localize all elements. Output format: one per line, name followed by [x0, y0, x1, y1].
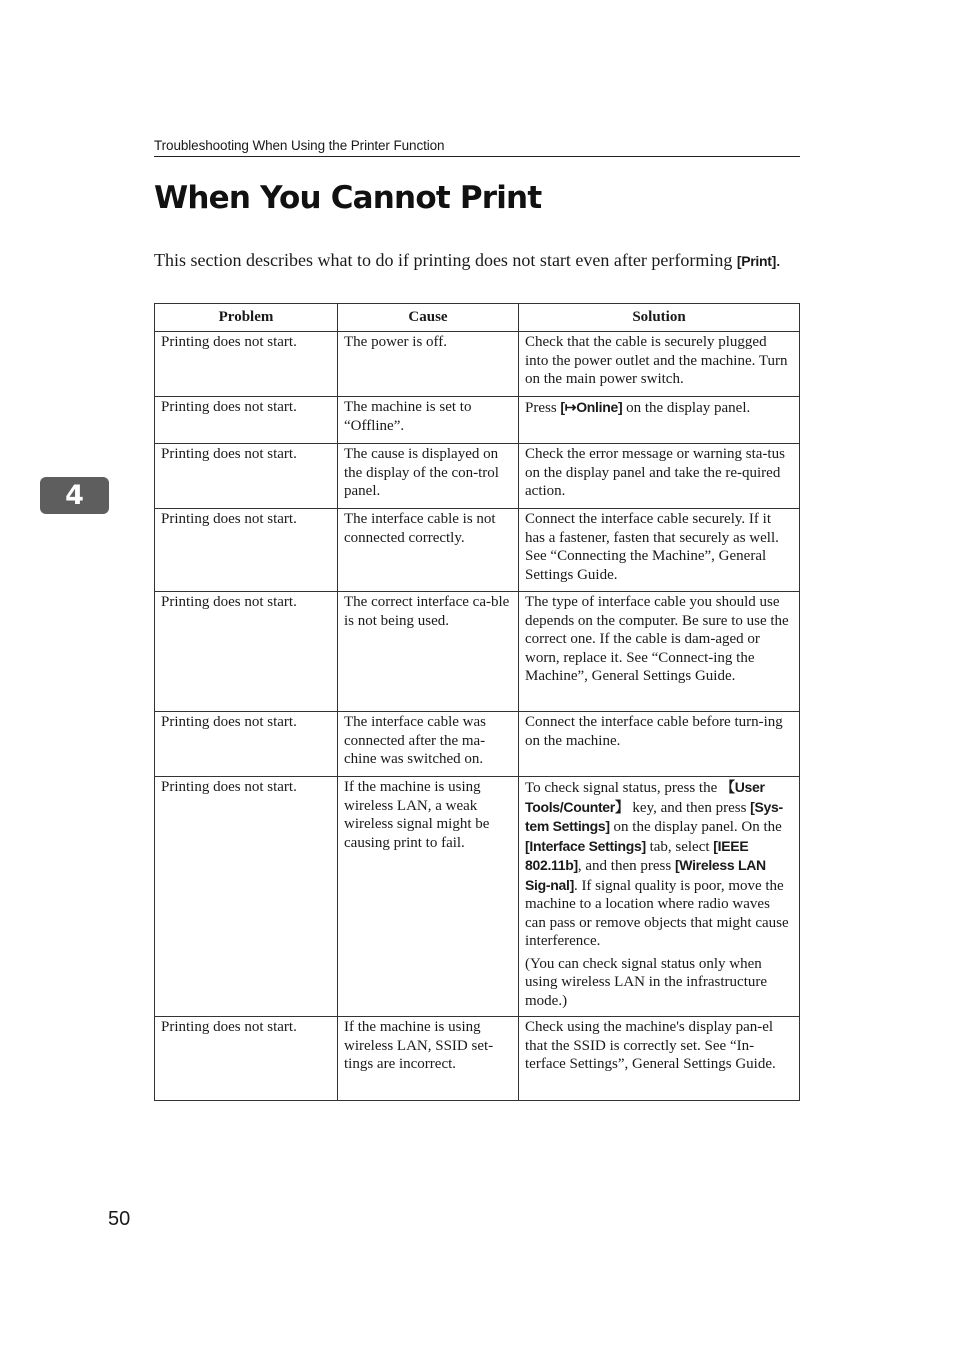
system-settings-key-label: [Sys-tem Settings] [525, 798, 783, 834]
cause-cell: The cause is displayed on the display of the con-trol panel. [338, 444, 519, 509]
problem-cell: Printing does not start. [155, 712, 338, 777]
table-row [155, 509, 800, 592]
solution-note: (You can check signal status only when using wireless LAN in the infrastructure mode.) [525, 955, 768, 1009]
table-row [155, 712, 800, 777]
solution-text: Press [525, 400, 561, 416]
solution-text: on the display panel. [622, 400, 751, 416]
cause-cell: The correct interface ca-ble is not being used. [338, 592, 519, 712]
page-title: When You Cannot Print [154, 180, 542, 216]
problem-cell: Printing does not start. [155, 777, 338, 1017]
solution-cell: The type of interface cable you should use depends on the computer. Be sure to use the correct one. If the cable is dam-aged or worn, replace it. See “Connect-ing the Machine”, General Settings Guide. [519, 592, 800, 712]
wireless-signal-key-label: [Wireless LAN Sig-nal] [525, 857, 766, 893]
solution-text: on the display panel. On the [609, 819, 782, 835]
solution-text: To check signal status, press the [525, 780, 721, 796]
interface-settings-key-label: [Interface Settings] [525, 837, 646, 854]
problem-cell: Printing does not start. [155, 592, 338, 712]
troubleshooting-table [154, 303, 800, 1101]
solution-text: tab, select [645, 838, 714, 855]
table-row [155, 1017, 800, 1101]
problem-cell: Printing does not start. [155, 444, 338, 509]
intro-text: This section describes what to do if printing does not start even after performing [154, 250, 737, 270]
header-solution: Solution [519, 304, 800, 332]
solution-cell: Check using the machine's display pan-el that the SSID is correctly set. See “In-terface Settings”, General Settings Guide. [519, 1017, 800, 1101]
solution-text: , and then press [577, 858, 675, 874]
solution-paragraph [525, 778, 793, 951]
problem-cell: Printing does not start. [155, 397, 338, 444]
table-row [155, 332, 800, 397]
solution-cell: Connect the interface cable securely. If it has a fastener, fasten that securely as well. See “Connecting the Machine”, General Settings Guide. [519, 509, 800, 592]
table-row [155, 777, 800, 1017]
problem-cell: Printing does not start. [155, 509, 338, 592]
cause-cell: The machine is set to “Offline”. [338, 397, 519, 444]
solution-cell: Check the error message or warning sta-tus on the display panel and take the re-quired action. [519, 444, 800, 509]
header-problem: Problem [155, 304, 338, 332]
cause-cell: The interface cable is not connected correctly. [338, 509, 519, 592]
intro-end: . [775, 250, 781, 270]
solution-cell: Connect the interface cable before turn-ing on the machine. [519, 712, 800, 777]
problem-cell: Printing does not start. [155, 332, 338, 397]
solution-cell: Check that the cable is securely plugged into the power outlet and the machine. Turn on the main power switch. [519, 332, 800, 397]
solution-cell [519, 777, 800, 1017]
cause-cell: If the machine is using wireless LAN, SSID set-tings are incorrect. [338, 1017, 519, 1101]
running-header: Troubleshooting When Using the Printer Function [154, 138, 800, 157]
print-key-label: [Print] [736, 253, 776, 269]
chapter-tab: 4 [40, 477, 109, 514]
online-key-label: [↦Online] [560, 399, 623, 415]
header-cause: Cause [338, 304, 519, 332]
table-header-row [155, 304, 800, 332]
page-number: 50 [108, 1208, 131, 1230]
user-tools-key-label: 【User Tools/Counter】 [525, 779, 765, 815]
intro-paragraph [154, 250, 804, 272]
ieee-key-label: [IEEE 802.11b] [525, 837, 749, 873]
cause-cell: If the machine is using wireless LAN, a weak wireless signal might be causing print to fail. [338, 777, 519, 1017]
table-row [155, 592, 800, 712]
solution-text: key, and then press [628, 799, 751, 816]
problem-cell: Printing does not start. [155, 1017, 338, 1101]
solution-cell [519, 397, 800, 444]
cause-cell: The interface cable was connected after the ma-chine was switched on. [338, 712, 519, 777]
table-row [155, 397, 800, 444]
table-row [155, 444, 800, 509]
cause-cell: The power is off. [338, 332, 519, 397]
solution-text: . If signal quality is poor, move the machine to a location where radio waves can pass or remove objects that might cause interference. [525, 877, 789, 949]
